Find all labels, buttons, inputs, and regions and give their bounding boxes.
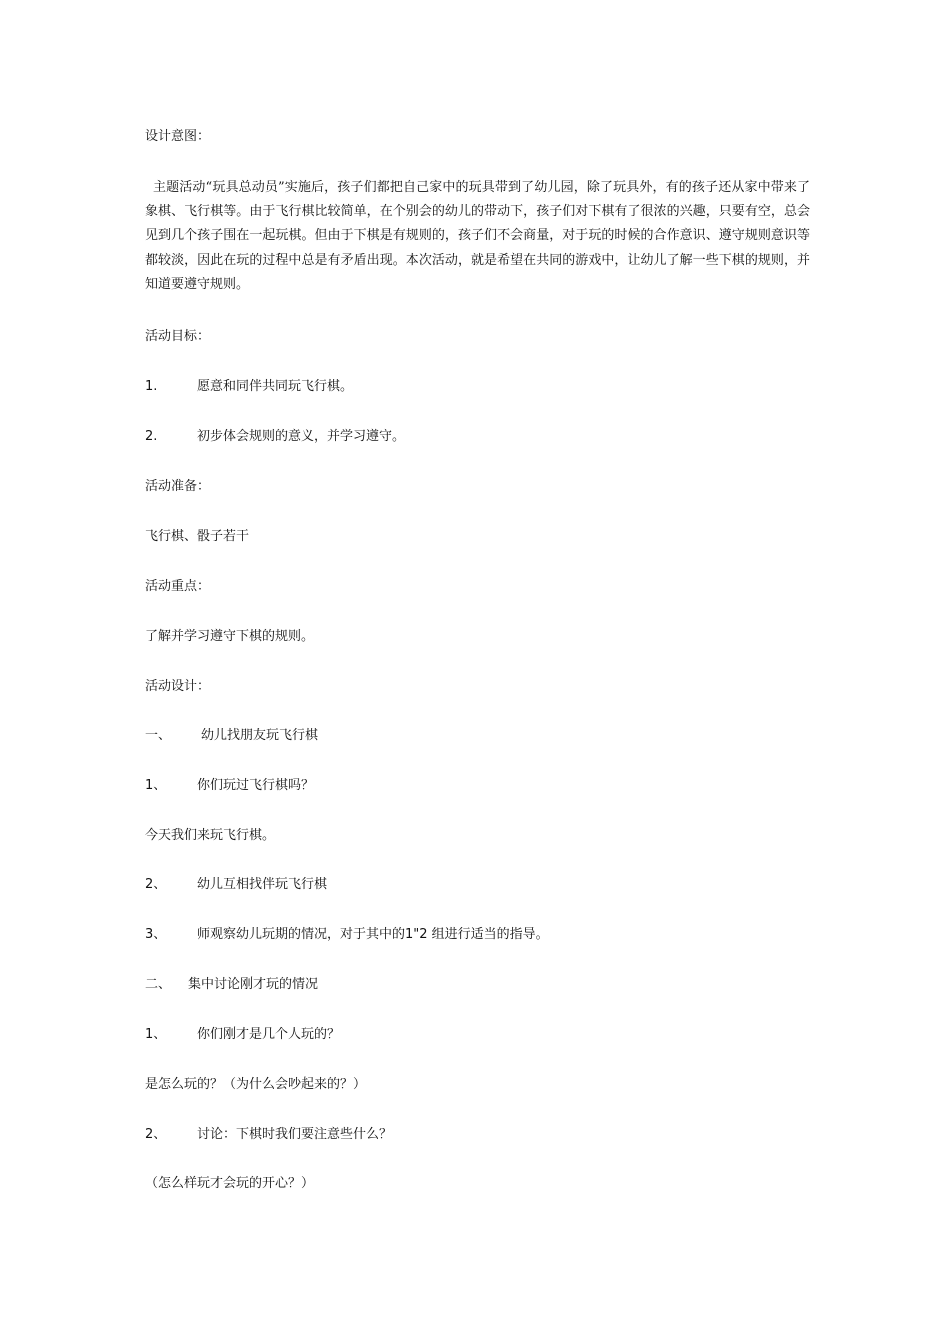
part2-title: 集中讨论刚才玩的情况 <box>188 977 319 992</box>
part2-step1-text: 你们刚才是几个人玩的？ <box>197 1027 341 1042</box>
part1-step3-number: 3、 <box>145 927 167 942</box>
focus-text: 了解并学习遵守下棋的规则。 <box>145 629 315 644</box>
goal-item-1-text: 愿意和同伴共同玩飞行棋。 <box>197 379 354 394</box>
part2-step1-number: 1、 <box>145 1027 167 1042</box>
design-intent-paragraph: 主题活动“玩具总动员”实施后，孩子们都把自己家中的玩具带到了幼儿园，除了玩具外，有的孩子还从家中带来了象棋、飞行棋等。由于飞行棋比较简单，在个别会的幼儿的带动下，孩子们对下棋有了很浓的兴趣，只要有空，总会见到几个孩子围在一起玩棋。但由于下棋是有规则的，孩子们不会商量，对于玩的时候的合作意识、遵守规则意识等都较淡，因此在玩的过程中总是有矛盾出现。本次活动，就是希望在共同的游戏中，让幼儿了解一些下棋的规则，并知道要遵守规则。 <box>145 180 810 292</box>
part1-step2-number: 2、 <box>145 877 167 892</box>
preparation-text: 飞行棋、骰子若干 <box>145 529 250 544</box>
design-heading: 活动设计： <box>145 679 211 694</box>
part2-step2-number: 2、 <box>145 1127 167 1142</box>
part2-number: 二、 <box>145 977 172 992</box>
goal-item-2 <box>145 428 405 445</box>
part2-step2-text: 讨论：下棋时我们要注意些什么？ <box>197 1127 393 1142</box>
focus-heading: 活动重点： <box>145 579 211 594</box>
part2-step1-note: 是怎么玩的？（为什么会吵起来的？） <box>145 1077 367 1092</box>
goal-item-2-text: 初步体会规则的意义，并学习遵守。 <box>197 429 406 444</box>
part1-step1-text: 你们玩过飞行棋吗？ <box>197 778 315 793</box>
part1-title: 幼儿找朋友玩飞行棋 <box>201 728 319 743</box>
design-intent-heading: 设计意图： <box>145 129 211 144</box>
goals-heading: 活动目标： <box>145 329 211 344</box>
part2-step2 <box>145 1126 392 1143</box>
preparation-heading: 活动准备： <box>145 479 211 494</box>
part1-step3 <box>145 926 549 943</box>
part1-step1 <box>145 777 314 794</box>
goal-item-2-number: 2. <box>145 429 158 444</box>
goal-item-1-number: 1. <box>145 379 158 394</box>
part2-step2-note: （怎么样玩才会玩的开心？） <box>145 1176 315 1191</box>
part2-title-line <box>145 976 318 993</box>
part2-step1 <box>145 1026 340 1043</box>
goal-item-1 <box>145 378 353 395</box>
part1-step3-text-a: 师观察幼儿玩期的情况，对于其中的 <box>197 927 406 942</box>
part1-step1-number: 1、 <box>145 778 167 793</box>
part1-step2 <box>145 876 327 893</box>
part1-title-line <box>145 727 318 744</box>
part1-step3-text-c: 组进行适当的指导。 <box>427 927 549 942</box>
part1-step2-text: 幼儿互相找伴玩飞行棋 <box>197 877 328 892</box>
part1-step3-text-b: 1"2 <box>405 927 428 942</box>
part1-step1-note: 今天我们来玩飞行棋。 <box>145 828 276 843</box>
part1-number: 一、 <box>145 728 172 743</box>
